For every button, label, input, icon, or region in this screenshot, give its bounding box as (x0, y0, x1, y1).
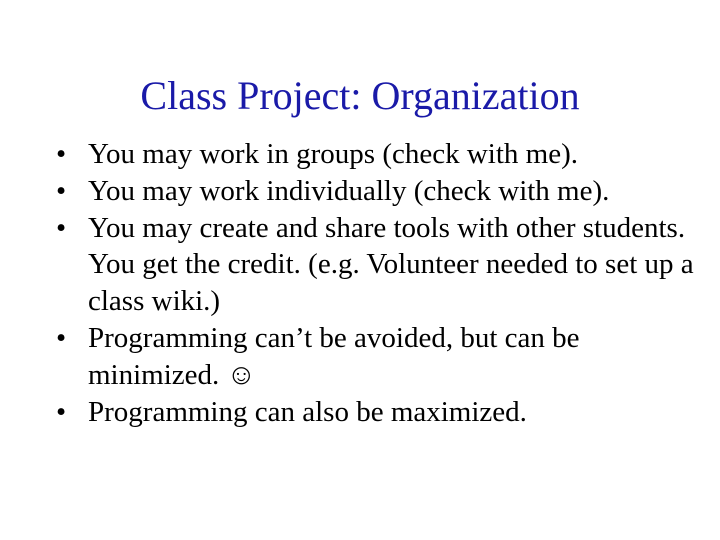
bullet-marker: • (56, 174, 67, 207)
bullet-marker: • (56, 321, 67, 354)
bullet-item (56, 210, 696, 320)
bullet-item (56, 320, 696, 394)
bullet-text: Programming can’t be avoided, but can be minimized. ☺ (88, 321, 580, 391)
bullet-marker: • (56, 138, 67, 170)
bullet-text: You may create and share tools with other students. You get the credit. (e.g. Volunteer needed to set up a class wiki.) (88, 211, 694, 318)
bullet-text: You may work in groups (check with me). (88, 138, 578, 170)
bullet-text: You may work individually (check with me). (88, 174, 610, 207)
bullet-text: Programming can also be maximized. (88, 395, 527, 428)
bullet-marker: • (56, 211, 67, 244)
bullet-item (56, 173, 696, 210)
bullet-item (56, 394, 696, 431)
bullet-item (56, 136, 696, 173)
bullet-list (56, 136, 696, 430)
bullet-marker: • (56, 395, 67, 428)
slide-title: Class Project: Organization (140, 73, 580, 118)
